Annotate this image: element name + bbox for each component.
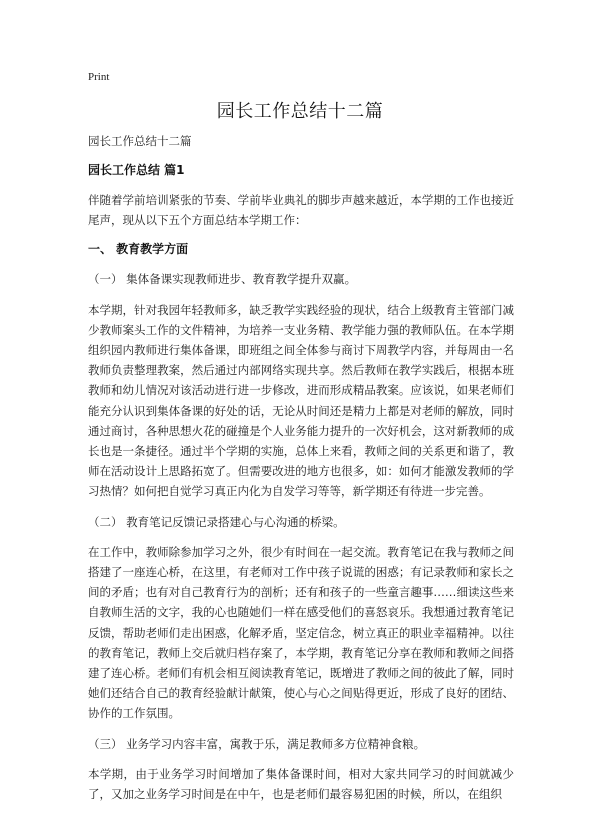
document-body — [88, 132, 514, 814]
paragraph-collective-lesson-prep: 本学期，针对我园年轻教师多，缺乏教学实践经验的现状，结合上级教育主管部门减少教师案头工作的文件精神，为培养一支业务精、教学能力强的教师队伍。在本学期组织园内教师进行集体备课，即班组之间全体参与商讨下周教学内容，并每周由一名教师负责整理教案，然后通过内部网络实现共享。然后教师在教学实践后，根据本班教师和幼儿情况对该活动进行进一步修改，进而形成精品教案。应该说，如果老师们能充分认识到集体备课的好处的话，无论从时间还是精力上都是对老师的解放，同时通过商讨，各种思想火花的碰撞是个人业务能力提升的一次好机会，这对新教师的成长也是一条捷径。通过半个学期的实施，总体上来看，教师之间的关系更和谐了，教师在活动设计上思路拓宽了。但需要改进的地方也很多，如：如何才能激发教师的学习热情？如何把自觉学习真正内化为自发学习等等，新学期还有待进一步完善。 — [88, 302, 514, 499]
section-heading-teaching: 一、 教育教学方面 — [88, 242, 189, 257]
print-label[interactable]: Print — [88, 71, 110, 83]
document-subtitle: 园长工作总结十二篇 — [88, 134, 192, 148]
page-title: 园长工作总结十二篇 — [216, 101, 384, 122]
item-heading-collective-lesson-prep: （一） 集体备课实现教师进步、教育教学提升双赢。 — [88, 272, 357, 287]
paragraph-professional-study: 本学期，由于业务学习时间增加了集体备课时间，相对大家共同学习的时间就减少了，又加之业务学习时间是在中午，也是老师们最容易犯困的时候，所以，在组织 — [88, 766, 514, 802]
item-heading-teaching-notes: （二） 教育笔记反馈记录搭建心与心沟通的桥梁。 — [88, 514, 345, 529]
item-heading-professional-study: （三） 业务学习内容丰富，寓教于乐，满足教师多方位精神食粮。 — [88, 736, 426, 751]
part-heading: 园长工作总结 篇1 — [88, 163, 185, 177]
paragraph-teaching-notes: 在工作中，教师除参加学习之外，很少有时间在一起交流。教育笔记在我与教师之间搭建了一座连心桥，在这里，有老师对工作中孩子说谎的困惑；有记录教师和家长之间的矛盾；也有对自己教育行为的剖析；还有和孩子的一些童言趣事……细读这些来自教师生活的文字，我的心也随她们一样在感受他们的喜怒哀乐。我想通过教育笔记反馈，帮助老师们走出困惑，化解矛盾，坚定信念，树立真正的职业幸福精神。以往的教育笔记，教师上交后就归档存案了，本学期，教育笔记分享在教师和教师之间搭建了连心桥。老师们有机会相互阅读教育笔记，既增进了教师之间的彼此了解，同时她们还结合自己的教育经验献计献策，使心与心之间贴得更近，形成了良好的团结、协作的工作氛围。 — [88, 544, 514, 721]
intro-paragraph: 伴随着学前培训紧张的节奏、学前毕业典礼的脚步声越来越近，本学期的工作也接近尾声，现从以下五个方面总结本学期工作： — [88, 193, 514, 228]
